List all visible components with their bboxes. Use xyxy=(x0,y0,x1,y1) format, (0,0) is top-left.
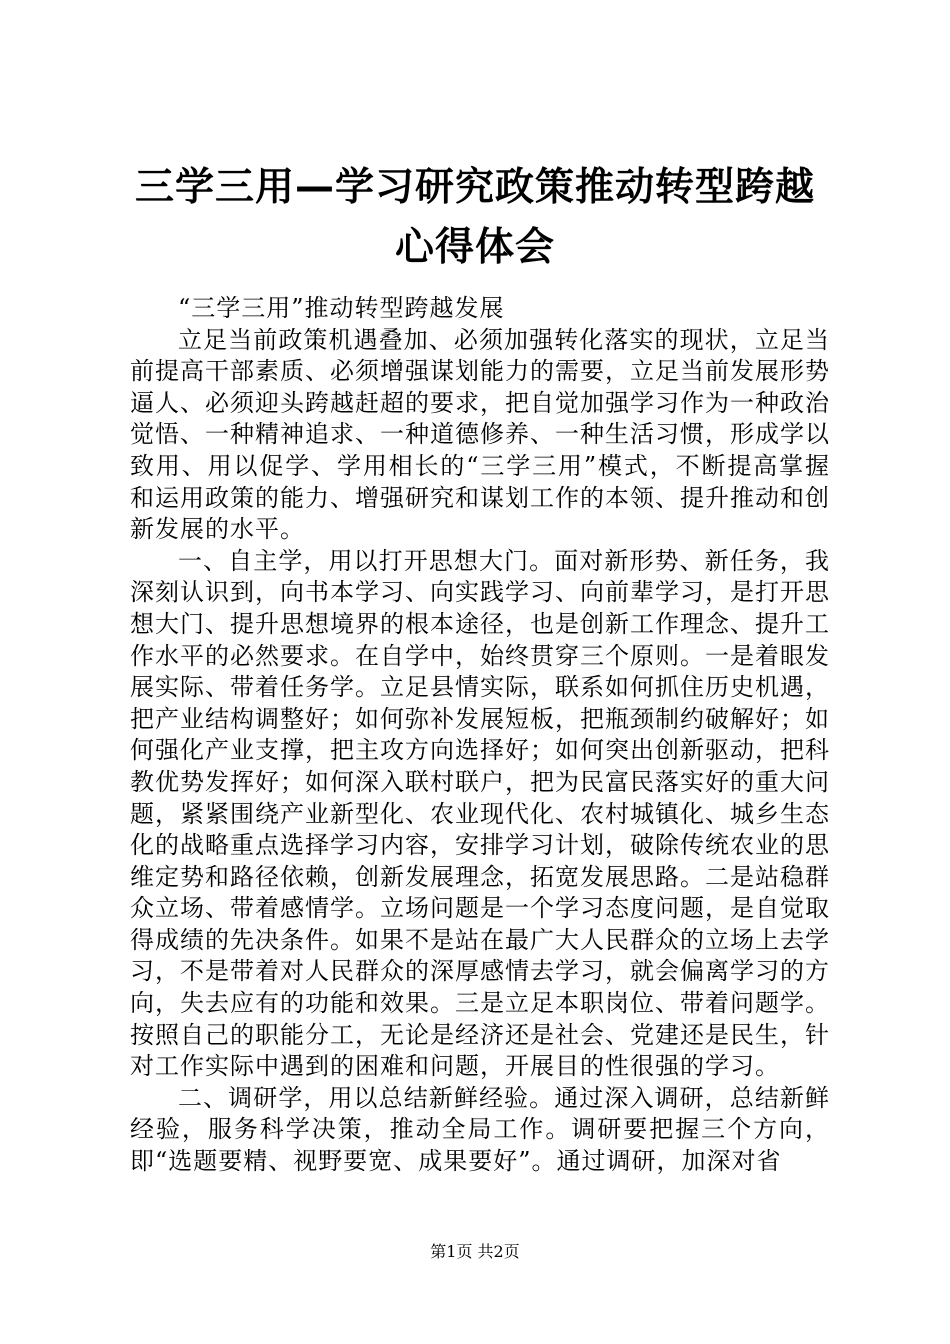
section-two-paragraph: 二、调研学，用以总结新鲜经验。通过深入调研，总结新鲜经验，服务科学决策，推动全局工作。调研要把握三个方向，即“选题要精、视野要宽、成果要好”。通过调研，加深对省 xyxy=(130,1083,830,1176)
section-one-paragraph: 一、自主学，用以打开思想大门。面对新形势、新任务，我深刻认识到，向书本学习、向实践学习、向前辈学习，是打开思想大门、提升思想境界的根本途径，也是创新工作理念、提升工作水平的必然要求。在自学中，始终贯穿三个原则。一是着眼发展实际、带着任务学。立足县情实际，联系如何抓住历史机遇，把产业结构调整好；如何弥补发展短板，把瓶颈制约破解好；如何强化产业支撑，把主攻方向选择好；如何突出创新驱动，把科教优势发挥好；如何深入联村联户，把为民富民落实好的重大问题，紧紧围绕产业新型化、农业现代化、农村城镇化、城乡生态化的战略重点选择学习内容，安排学习计划，破除传统农业的思维定势和路径依赖，创新发展理念，拓宽发展思路。二是站稳群众立场、带着感情学。立场问题是一个学习态度问题，是自觉取得成绩的先决条件。如果不是站在最广大人民群众的立场上去学习，不是带着对人民群众的深厚感情去学习，就会偏离学习的方向，失去应有的功能和效果。三是立足本职岗位、带着问题学。按照自己的职能分工，无论是经济还是社会、党建还是民生，针对工作实际中遇到的困难和问题，开展目的性很强的学习。 xyxy=(130,546,830,1081)
page-number-footer: 第1页 共2页 xyxy=(430,1242,520,1261)
intro-paragraph: 立足当前政策机遇叠加、必须加强转化落实的现状，立足当前提高干部素质、必须增强谋划能力的需要，立足当前发展形势逼人、必须迎头跨越赶超的要求，把自觉加强学习作为一种政治觉悟、一种精神追求、一种道德修养、一种生活习惯，形成学以致用、用以促学、学用相长的“三学三用”模式，不断提高掌握和运用政策的能力、增强研究和谋划工作的本领、提升推动和创新发展的水平。 xyxy=(130,325,830,544)
page-title: 三学三用—学习研究政策推动转型跨越心得体会 xyxy=(134,165,815,270)
document-body xyxy=(130,293,830,1178)
subtitle-paragraph: “三学三用”推动转型跨越发展 xyxy=(178,294,505,322)
